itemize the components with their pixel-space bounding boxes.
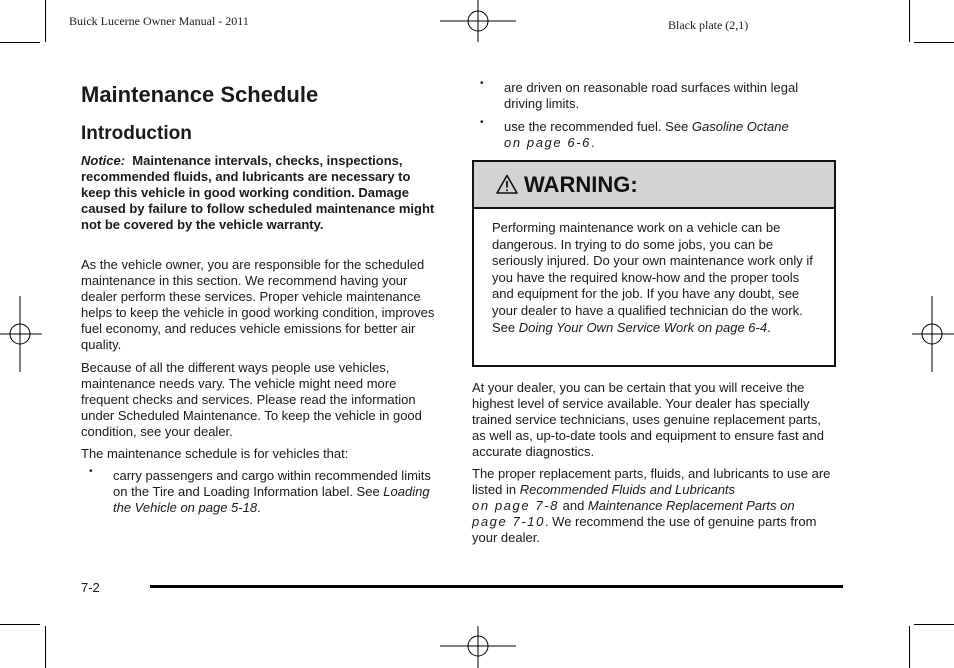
cross-reference-page[interactable]: page 7-10: [472, 514, 545, 529]
warning-text: Performing maintenance work on a vehicle can be dangerous. In trying to do some jobs, you can be seriously injured. Do your own maintenance work only if you have the required know-how and the proper tools and equipment for the job. If you have any doubt, see your dealer to have a qualified technician do the work. See Doing Your Own Service Work on page 6-4.: [492, 220, 813, 335]
paragraph-owner: As the vehicle owner, you are responsible for the scheduled maintenance in this section. We recommend having your dealer perform these services. Proper vehicle maintenance helps to keep the vehicle in good working condition, improves fuel economy, and reduces vehicle emissions for better air quality.: [81, 257, 435, 352]
paragraph-needs-vary: Because of all the different ways people use vehicles, maintenance needs vary. The vehicle might need more frequent checks and services. Please read the information under Scheduled Maintenance. To keep the vehicle in good condition, see your dealer.: [81, 360, 422, 439]
crop-mark: [0, 624, 40, 625]
bullet-dot: •: [480, 78, 484, 89]
warning-header: [474, 162, 834, 209]
cross-reference-link[interactable]: Maintenance Replacement Parts on: [587, 498, 795, 513]
cross-reference-page[interactable]: on page 6-6: [504, 135, 591, 150]
cross-reference-page[interactable]: on page 7-8: [472, 498, 559, 513]
crop-mark: [45, 626, 46, 668]
paragraph-dealer: At your dealer, you can be certain that you will receive the highest level of service available. Your dealer has specially trained service technicians, uses genuine replacement parts, as well as, up-to-date tools and equipment to ensure fast and accurate diagnostics.: [472, 380, 824, 459]
warning-box: [472, 160, 836, 367]
cross-reference-link[interactable]: Recommended Fluids and Lubricants: [519, 482, 736, 497]
bullet-item: carry passengers and cargo within recommended limits on the Tire and Loading Information label. See Loading the Vehicle on page 5-18.: [113, 468, 431, 515]
plate-label: Black plate (2,1): [668, 18, 749, 32]
registration-mark-top: [440, 0, 516, 44]
warning-triangle-icon: [496, 174, 518, 194]
page-number: 7-2: [81, 580, 100, 595]
bullet-item: are driven on reasonable road surfaces within legal driving limits.: [504, 80, 799, 111]
bullet-dot: •: [480, 117, 484, 128]
paragraph-parts: The proper replacement parts, fluids, and lubricants to use are listed in Recommended Fluids and Lubricants on page 7-8 and Maintenance Replacement Parts on page 7-10. We recommend the use of genuine parts from your dealer.: [472, 466, 831, 545]
bullet-item: use the recommended fuel. See Gasoline Octane on page 6-6.: [504, 119, 789, 150]
registration-mark-left: [0, 296, 42, 372]
crop-mark: [914, 624, 954, 625]
cross-reference-link[interactable]: Doing Your Own Service Work on page 6-4: [518, 319, 768, 335]
notice-text: Maintenance intervals, checks, inspections, recommended fluids, and lubricants are necessary to keep this vehicle in good working condition. Damage caused by failure to follow scheduled maintenance might not be covered by the vehicle warranty.: [81, 153, 435, 232]
bullet-dot: •: [89, 466, 93, 477]
cross-reference-link[interactable]: Gasoline Octane: [691, 119, 789, 134]
warning-title: WARNING:: [524, 172, 638, 197]
notice-block: [81, 153, 443, 233]
crop-mark: [909, 626, 910, 668]
manual-title: Buick Lucerne Owner Manual - 2011: [69, 14, 249, 28]
crop-mark: [45, 0, 46, 42]
notice-label: Notice:: [81, 153, 126, 168]
registration-mark-right: [912, 296, 954, 372]
footer-rule: [150, 585, 843, 588]
paragraph-schedule-for: The maintenance schedule is for vehicles that:: [81, 446, 349, 461]
section-heading: Introduction: [81, 123, 192, 144]
registration-mark-bottom: [440, 624, 516, 668]
cross-reference-link[interactable]: Loading the Vehicle on page 5-18: [113, 484, 430, 515]
crop-mark: [0, 42, 40, 43]
page-title: Maintenance Schedule: [81, 82, 319, 107]
crop-mark: [909, 0, 910, 42]
crop-mark: [914, 42, 954, 43]
